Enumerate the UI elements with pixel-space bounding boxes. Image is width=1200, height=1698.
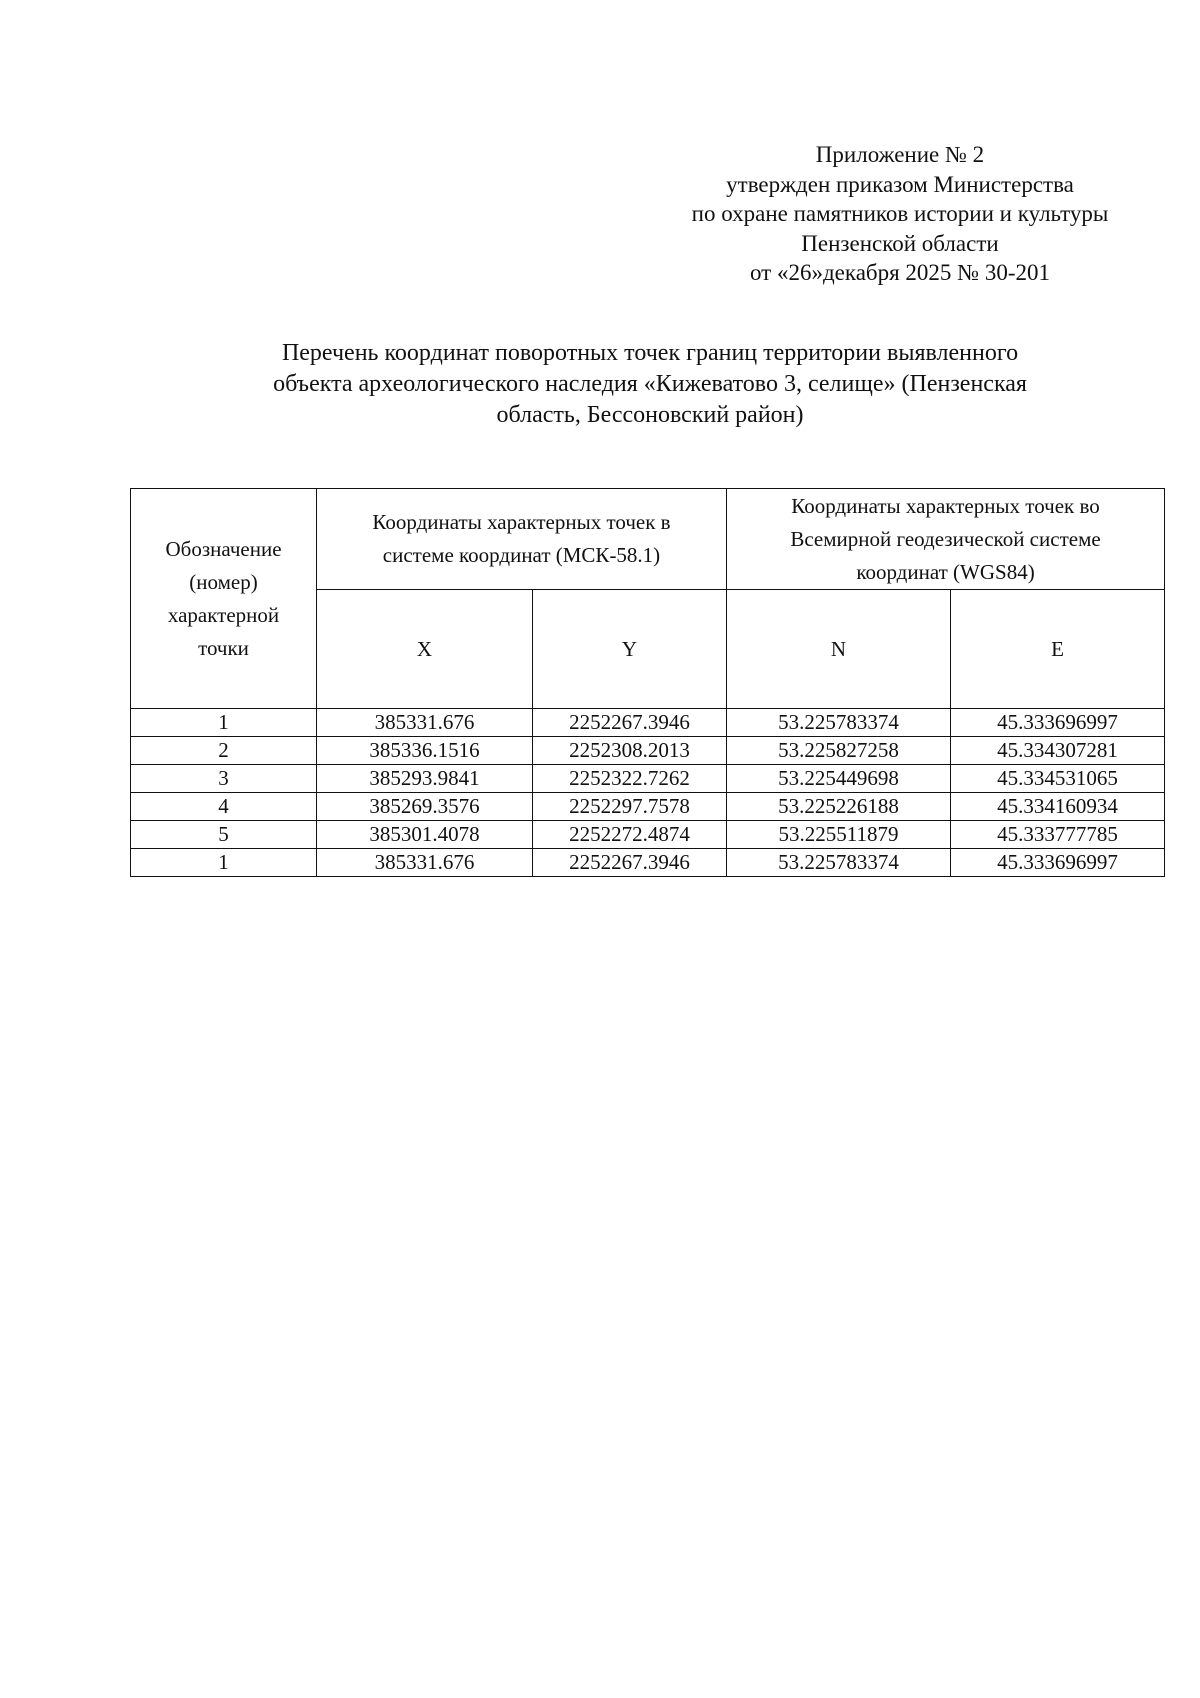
- table-row: [131, 737, 1165, 765]
- cell-y: 2252308.2013: [533, 737, 727, 765]
- header-text-line: (номер): [189, 569, 258, 594]
- cell-point: 1: [131, 849, 317, 877]
- cell-x: 385301.4078: [317, 821, 533, 849]
- cell-n: 53.225511879: [727, 821, 951, 849]
- cell-y: 2252297.7578: [533, 793, 727, 821]
- cell-e: 45.334531065: [951, 765, 1165, 793]
- document-title: [120, 338, 1180, 431]
- cell-x: 385331.676: [317, 849, 533, 877]
- cell-y: 2252272.4874: [533, 821, 727, 849]
- title-line: область, Бессоновский район): [496, 402, 804, 428]
- cell-e: 45.334160934: [951, 793, 1165, 821]
- header-text-line: Всемирной геодезической системе: [790, 526, 1101, 551]
- title-line: Перечень координат поворотных точек границ территории выявленного: [281, 340, 1019, 366]
- appendix-line: по охране памятников истории и культуры: [691, 201, 1109, 226]
- header-point-designation: [131, 489, 317, 709]
- cell-point: 2: [131, 737, 317, 765]
- cell-x: 385269.3576: [317, 793, 533, 821]
- cell-point: 4: [131, 793, 317, 821]
- table-row: [131, 709, 1165, 737]
- table-header-row: [131, 489, 1165, 590]
- cell-n: 53.225783374: [727, 709, 951, 737]
- cell-y: 2252322.7262: [533, 765, 727, 793]
- cell-n: 53.225226188: [727, 793, 951, 821]
- header-n: N: [727, 590, 951, 709]
- header-text-line: Обозначение: [165, 536, 282, 561]
- cell-x: 385331.676: [317, 709, 533, 737]
- cell-point: 1: [131, 709, 317, 737]
- appendix-line: Пензенской области: [801, 230, 999, 256]
- cell-e: 45.333777785: [951, 821, 1165, 849]
- appendix-block: [640, 140, 1160, 288]
- header-msk-coordinates: [317, 489, 727, 590]
- appendix-line: от «26»декабря 2025 № 30-201: [749, 260, 1051, 285]
- cell-point: 5: [131, 821, 317, 849]
- header-text-line: Координаты характерных точек во: [791, 493, 1100, 518]
- header-text-line: характерной: [167, 602, 280, 627]
- cell-x: 385336.1516: [317, 737, 533, 765]
- cell-n: 53.225449698: [727, 765, 951, 793]
- cell-point: 3: [131, 765, 317, 793]
- header-e: E: [951, 590, 1165, 709]
- cell-e: 45.333696997: [951, 709, 1165, 737]
- cell-n: 53.225783374: [727, 849, 951, 877]
- table-row: [131, 765, 1165, 793]
- appendix-line: Приложение № 2: [815, 142, 985, 167]
- cell-y: 2252267.3946: [533, 849, 727, 877]
- cell-e: 45.333696997: [951, 849, 1165, 877]
- appendix-line: утвержден приказом Министерства: [726, 171, 1074, 197]
- header-text-line: системе координат (МСК-58.1): [382, 543, 661, 567]
- table-row: [131, 821, 1165, 849]
- cell-n: 53.225827258: [727, 737, 951, 765]
- header-text-line: Координаты характерных точек в: [372, 510, 671, 534]
- cell-e: 45.334307281: [951, 737, 1165, 765]
- title-line: объекта археологического наследия «Кижеватово 3, селище» (Пензенская: [273, 371, 1027, 397]
- header-x: X: [317, 590, 533, 709]
- header-wgs-coordinates: [727, 489, 1165, 590]
- table-row: [131, 793, 1165, 821]
- header-text-line: точки: [198, 635, 249, 660]
- coordinates-table: [130, 488, 1165, 877]
- header-text-line: координат (WGS84): [856, 559, 1035, 584]
- cell-y: 2252267.3946: [533, 709, 727, 737]
- header-y: Y: [533, 590, 727, 709]
- cell-x: 385293.9841: [317, 765, 533, 793]
- table-row: [131, 849, 1165, 877]
